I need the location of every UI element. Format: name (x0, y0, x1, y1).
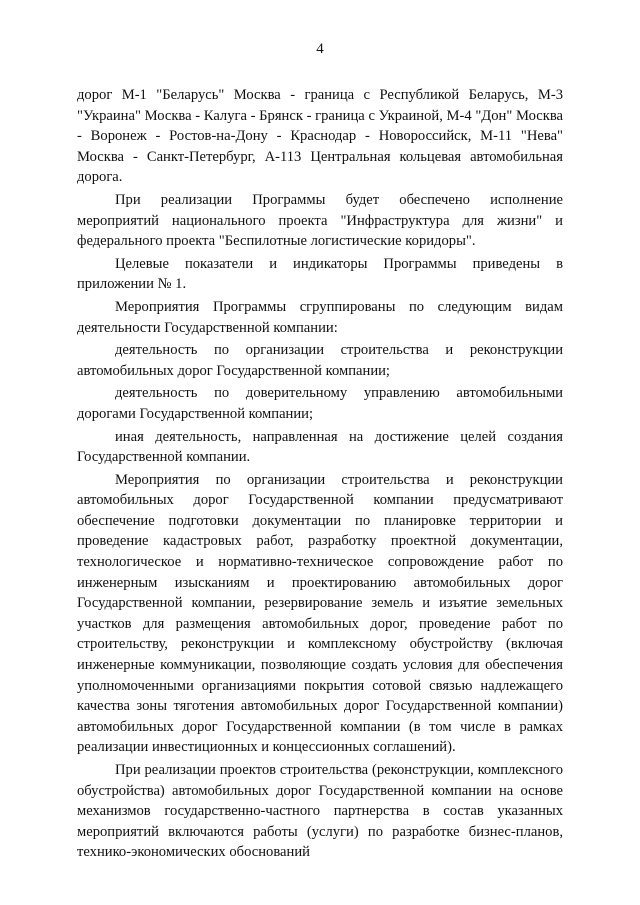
list-item-other-activity: иная деятельность, направленная на достижение целей создания Государственной компании. (77, 428, 563, 466)
list-item-construction: деятельность по организации строительства и реконструкции автомобильных дорог Государственной компании; (77, 342, 563, 379)
paragraph-road-list: дорог М-1 "Беларусь" Москва - граница с Республикой Беларусь, М-3 "Украина" Москва - Калуга - Брянск - граница с Украиной, М-4 "Дон" Москва - Воронеж - Ростов-на-Дону - Краснодар - Новороссийск, М-11 "Нева" Москва - Санкт-Петербург, А-113 Центральная кольцевая автомобильная дорога. (77, 87, 563, 186)
paragraph-activity-groups: Мероприятия Программы сгруппированы по следующим видам деятельности Государственной компании: (77, 298, 563, 336)
page-number: 4 (316, 41, 324, 57)
paragraph-national-project: При реализации Программы будет обеспечено исполнение мероприятий национального проекта "Инфраструктура для жизни" и федерального проекта "Беспилотные логистические коридоры". (77, 191, 563, 250)
paragraph-target-indicators: Целевые показатели и индикаторы Программы приведены в приложении № 1. (77, 255, 563, 293)
list-item-trust-management: деятельность по доверительному управлению автомобильными дорогами Государственной компании; (77, 385, 563, 422)
paragraph-construction-measures: Мероприятия по организации строительства и реконструкции автомобильных дорог Государственной компании предусматривают обеспечение подготовки документации по планировке территории и проведение кадастровых работ, разработку проектной документации, технологическое и нормативно-техническое сопровождение работ по инженерным изысканиям и проектированию автомобильных дорог Государственной компании, резервирование земель и изъятие земельных участков для размещения автомобильных дорог, проведение работ по строительству, реконструкции и комплексному обустройству (включая инженерные коммуникации, позволяющие создать условия для обеспечения уполномоченными организациями покрытия сотовой связью надлежащего качества зоны тяготения автомобильных дорог Государственной компании) автомобильных дорог Государственной компании (в том числе в рамках реализации инвестиционных и концессионных соглашений). (77, 471, 563, 756)
document-body (77, 83, 563, 863)
paragraph-ppp-projects: При реализации проектов строительства (реконструкции, комплексного обустройства) автомобильных дорог Государственной компании на основе механизмов государственно-частного партнерства в состав указанных мероприятий включаются работы (услуги) по разработке бизнес-планов, технико-экономических обоснований (77, 762, 563, 861)
